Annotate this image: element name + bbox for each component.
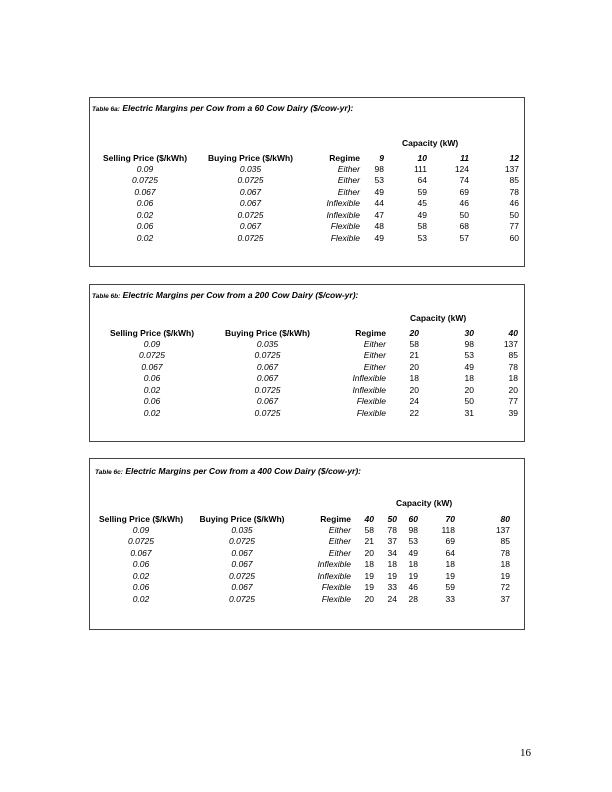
cell-sell: 0.06 [143,396,161,407]
table-6c-title [95,466,361,476]
cell-value: 49 [374,232,384,243]
cell-value: 37 [387,536,397,547]
table-row [93,163,519,175]
cell-value: 20 [508,384,518,395]
cell-value: 77 [508,396,518,407]
cell-buy: 0.067 [231,559,253,570]
cell-value: 34 [387,547,397,558]
cell-sell: 0.06 [132,582,150,593]
cell-value: 22 [409,407,419,418]
table-6c-caption: Electric Margins per Cow from a 400 Cow Dairy ($/cow-yr): [125,466,362,476]
col-capacity: 20 [409,327,419,338]
table-6a-label: Table 6a: [92,106,120,113]
table-row [98,361,518,373]
cell-value: 98 [374,163,384,174]
cell-value: 20 [464,384,474,395]
cell-regime: Inflexible [317,570,351,581]
table-header-row [93,152,519,163]
table-row [91,559,510,571]
cell-value: 64 [445,547,455,558]
table-row [91,593,510,605]
capacity-header: Capacity (kW) [410,313,467,323]
cell-value: 68 [459,221,469,232]
cell-sell: 0.02 [132,570,150,581]
cell-regime: Either [337,163,360,174]
cell-value: 46 [408,582,418,593]
cell-sell: 0.02 [136,232,154,243]
cell-sell: 0.067 [134,186,156,197]
table-row [93,198,519,210]
table-6b-caption: Electric Margins per Cow from a 200 Cow Dairy ($/cow-yr): [122,290,359,300]
table-6a-box [89,97,525,267]
cell-value: 18 [464,373,474,384]
cell-buy: 0.035 [239,163,262,174]
cell-sell: 0.06 [132,559,150,570]
col-capacity: 50 [387,513,397,524]
cell-value: 58 [364,524,374,535]
table-row [93,232,519,244]
cell-buy: 0.067 [239,186,262,197]
cell-value: 111 [414,163,427,174]
cell-buy: 0.067 [239,221,262,232]
table-row [91,547,510,559]
cell-regime: Flexible [321,582,351,593]
cell-value: 21 [364,536,374,547]
col-selling-price: Selling Price ($/kWh) [109,327,195,338]
cell-value: 20 [409,384,419,395]
col-regime: Regime [320,513,351,524]
cell-sell: 0.02 [143,407,161,418]
col-capacity: 9 [379,152,384,163]
capacity-header: Capacity (kW) [402,138,459,148]
table-row [91,582,510,594]
cell-value: 20 [364,547,374,558]
col-capacity: 70 [445,513,455,524]
cell-value: 85 [500,536,510,547]
cell-regime: Inflexible [352,384,386,395]
cell-regime: Either [328,547,351,558]
table-row [93,175,519,187]
cell-value: 19 [387,570,397,581]
cell-buy: 0.067 [256,373,279,384]
cell-value: 49 [417,209,427,220]
col-capacity: 40 [364,513,374,524]
col-regime: Regime [355,327,386,338]
cell-regime: Either [328,536,351,547]
cell-value: 39 [508,407,518,418]
cell-value: 19 [445,570,455,581]
cell-buy: 0.067 [256,396,279,407]
cell-regime: Flexible [321,593,351,604]
cell-sell: 0.02 [143,384,161,395]
cell-value: 78 [509,186,519,197]
cell-value: 58 [417,221,427,232]
cell-regime: Flexible [356,396,386,407]
table-row [98,338,518,350]
cell-value: 21 [409,350,419,361]
cell-value: 50 [464,396,474,407]
cell-value: 137 [495,524,510,535]
cell-sell: 0.0725 [132,175,158,186]
table-6b-label: Table 6b: [92,293,121,300]
cell-regime: Either [363,350,386,361]
cell-value: 24 [387,593,397,604]
cell-sell: 0.06 [143,373,161,384]
cell-buy: 0.067 [231,582,253,593]
cell-value: 85 [509,175,519,186]
col-capacity: 40 [508,327,518,338]
table-row [98,350,518,362]
cell-value: 46 [459,198,469,209]
cell-value: 18 [508,373,518,384]
cell-regime: Either [363,361,386,372]
cell-value: 64 [417,175,427,186]
cell-value: 72 [500,582,510,593]
cell-value: 45 [417,198,427,209]
cell-value: 124 [454,163,469,174]
cell-value: 37 [500,593,510,604]
cell-regime: Flexible [356,407,386,418]
cell-buy: 0.0725 [237,175,264,186]
cell-buy: 0.0725 [254,384,281,395]
cell-sell: 0.0725 [128,536,154,547]
cell-buy: 0.0725 [254,407,281,418]
page-number: 16 [520,747,531,759]
cell-value: 49 [374,186,384,197]
cell-sell: 0.06 [136,221,154,232]
cell-sell: 0.02 [136,209,154,220]
table-row [91,524,510,536]
cell-value: 69 [459,186,469,197]
table-row [98,384,518,396]
col-capacity: 11 [460,152,469,163]
cell-value: 28 [408,593,418,604]
cell-value: 18 [445,559,455,570]
cell-regime: Flexible [330,221,360,232]
table-6c-label: Table 6c: [95,469,123,476]
cell-buy: 0.035 [231,524,253,535]
cell-value: 59 [417,186,427,197]
cell-value: 18 [500,559,510,570]
cell-value: 137 [503,338,518,349]
cell-value: 19 [500,570,510,581]
table-row [98,373,518,385]
cell-buy: 0.0725 [254,350,281,361]
cell-buy: 0.0725 [237,209,264,220]
table-row [98,407,518,419]
cell-sell: 0.067 [130,547,152,558]
col-regime: Regime [329,152,360,163]
cell-regime: Inflexible [352,373,386,384]
cell-regime: Inflexible [326,209,360,220]
table-6b-box [89,284,525,442]
cell-value: 24 [409,396,419,407]
cell-value: 33 [387,582,397,593]
cell-sell: 0.09 [143,338,161,349]
col-selling-price: Selling Price ($/kWh) [98,513,184,524]
cell-value: 57 [459,232,469,243]
cell-value: 47 [374,209,384,220]
table-6c-box [89,458,525,630]
cell-regime: Either [328,524,351,535]
col-capacity: 60 [408,513,418,524]
col-selling-price: Selling Price ($/kWh) [102,152,188,163]
cell-value: 85 [508,350,518,361]
table-row [98,396,518,408]
cell-value: 19 [364,570,374,581]
table-row [93,186,519,198]
cell-regime: Inflexible [326,198,360,209]
col-buying-price: Buying Price ($/kWh) [224,327,310,338]
cell-buy: 0.067 [231,547,253,558]
table-row [93,221,519,233]
cell-value: 137 [504,163,519,174]
cell-value: 98 [408,524,418,535]
cell-value: 50 [509,209,519,220]
cell-value: 48 [374,221,384,232]
table-6a-grid [93,152,519,244]
cell-value: 20 [364,593,374,604]
cell-value: 50 [459,209,469,220]
cell-value: 53 [374,175,384,186]
cell-sell: 0.09 [132,524,150,535]
col-capacity: 10 [417,152,427,163]
cell-value: 53 [417,232,427,243]
cell-buy: 0.0725 [237,232,264,243]
cell-value: 19 [408,570,418,581]
cell-value: 60 [509,232,519,243]
table-header-row [98,327,518,338]
table-row [91,536,510,548]
cell-value: 18 [387,559,397,570]
cell-value: 53 [408,536,418,547]
cell-value: 69 [445,536,455,547]
col-capacity: 30 [464,327,474,338]
cell-buy: 0.067 [239,198,262,209]
capacity-header: Capacity (kW) [396,498,453,508]
col-buying-price: Buying Price ($/kWh) [199,513,285,524]
cell-value: 49 [464,361,474,372]
cell-buy: 0.0725 [229,536,255,547]
cell-regime: Either [363,338,386,349]
cell-value: 59 [445,582,455,593]
cell-value: 53 [464,350,474,361]
cell-value: 49 [408,547,418,558]
table-6c-grid [91,513,510,605]
cell-value: 33 [445,593,455,604]
cell-sell: 0.0725 [139,350,165,361]
table-row [91,570,510,582]
cell-buy: 0.067 [256,361,279,372]
cell-sell: 0.067 [141,361,163,372]
cell-value: 78 [387,524,397,535]
table-6a-caption: Electric Margins per Cow from a 60 Cow Dairy ($/cow-yr): [122,103,354,113]
table-header-row [91,513,510,524]
cell-value: 74 [459,175,469,186]
cell-value: 78 [508,361,518,372]
table-6b-grid [98,327,518,419]
cell-value: 18 [364,559,374,570]
cell-value: 77 [509,221,519,232]
cell-sell: 0.06 [136,198,154,209]
cell-value: 98 [464,338,474,349]
table-6b-title [92,290,358,300]
cell-regime: Either [337,186,360,197]
cell-buy: 0.035 [256,338,279,349]
cell-value: 78 [500,547,510,558]
cell-buy: 0.0725 [229,593,255,604]
cell-value: 118 [441,524,455,535]
table-6a-title [92,103,353,113]
cell-value: 20 [409,361,419,372]
cell-value: 18 [409,373,419,384]
cell-regime: Flexible [330,232,360,243]
cell-value: 44 [374,198,384,209]
col-buying-price: Buying Price ($/kWh) [207,152,293,163]
cell-sell: 0.02 [132,593,150,604]
col-capacity: 12 [509,152,519,163]
cell-sell: 0.09 [136,163,154,174]
cell-value: 46 [509,198,519,209]
cell-value: 18 [408,559,418,570]
cell-value: 19 [364,582,374,593]
cell-regime: Inflexible [317,559,351,570]
cell-value: 58 [409,338,419,349]
table-row [93,209,519,221]
cell-regime: Either [337,175,360,186]
cell-value: 31 [464,407,474,418]
cell-buy: 0.0725 [229,570,255,581]
col-capacity: 80 [500,513,510,524]
